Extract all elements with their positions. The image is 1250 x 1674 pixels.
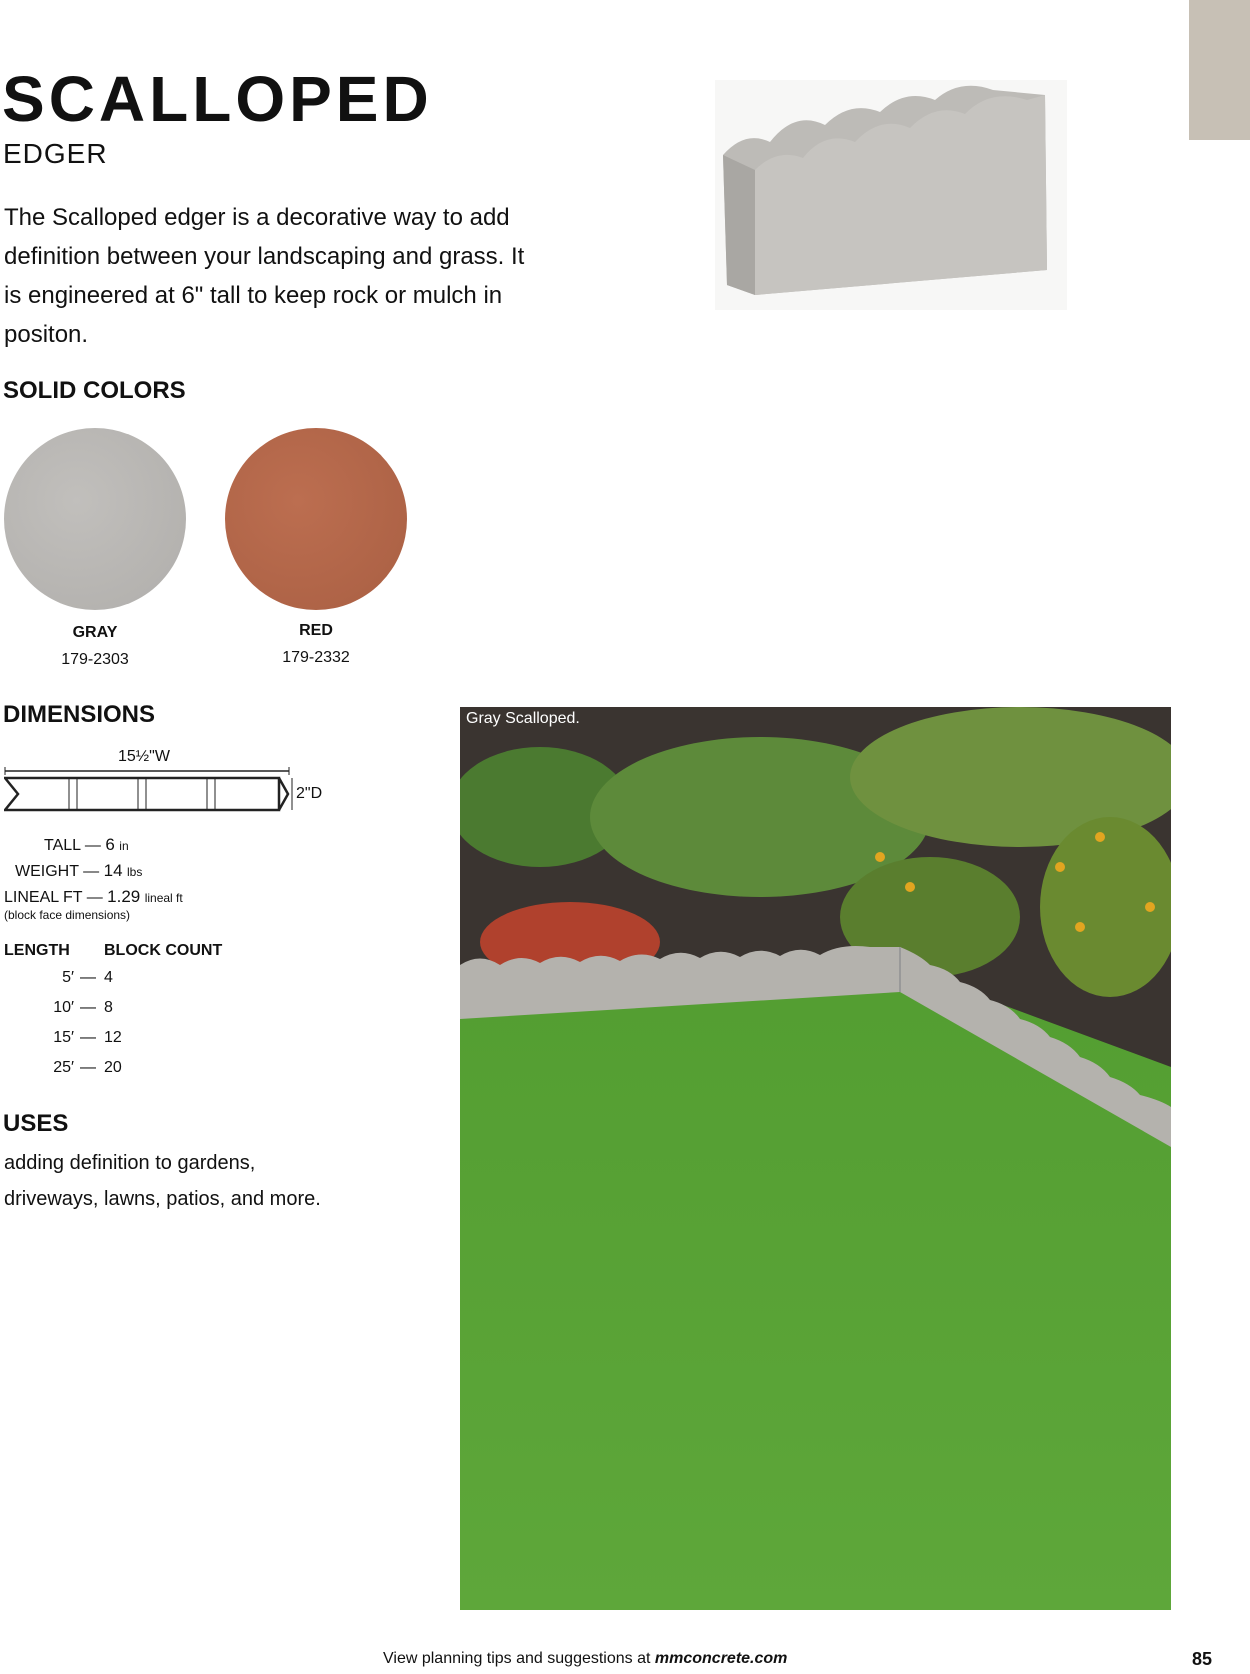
width-label: 15½"W: [118, 748, 170, 765]
table-row: 10′ — 8: [53, 999, 113, 1016]
red-swatch: [225, 428, 407, 610]
website-link[interactable]: mmconcrete.com: [654, 1650, 788, 1667]
product-image: [715, 80, 1067, 310]
solid-colors-heading: SOLID COLORS: [3, 377, 186, 404]
spec-tall: TALL — 6 in: [44, 835, 129, 854]
section-tab: [1189, 0, 1250, 140]
dimensions-heading: DIMENSIONS: [3, 701, 156, 728]
page-subtitle: EDGER: [3, 138, 108, 169]
red-label: RED: [299, 622, 333, 639]
table-row: 5′ — 4: [62, 969, 113, 986]
footer-text: View planning tips and suggestions at: [383, 1650, 651, 1667]
table-row: 15′ — 12: [53, 1029, 122, 1046]
spec-lineal-ft: LINEAL FT — 1.29 lineal ft: [4, 887, 183, 906]
spec-weight: WEIGHT — 14 lbs: [15, 861, 143, 880]
red-code: 179-2332: [282, 649, 350, 666]
page-title: SCALLOPED: [2, 63, 433, 135]
depth-label: 2"D: [296, 785, 323, 802]
uses-heading: USES: [3, 1110, 69, 1137]
block-count-table: [4, 942, 264, 1102]
count-header: BLOCK COUNT: [104, 942, 223, 959]
block-diagram: [4, 766, 294, 816]
length-header: LENGTH: [4, 942, 70, 959]
footer: [383, 1650, 787, 1668]
gray-label: GRAY: [72, 624, 118, 641]
dimensions-note: (block face dimensions): [4, 908, 131, 922]
page-number: 85: [1192, 1649, 1213, 1669]
installation-photo: [460, 707, 1171, 1610]
gray-swatch: [4, 428, 186, 610]
photo-caption: Gray Scalloped.: [466, 710, 580, 727]
product-description: The Scalloped edger is a decorative way to add definition between your landscaping and grass. It is engineered at 6" tall to keep rock or mulch in positon.: [4, 204, 525, 348]
table-row: 25′ — 20: [53, 1059, 122, 1076]
uses-text: adding definition to gardens, driveways, lawns, patios, and more.: [4, 1152, 321, 1210]
gray-code: 179-2303: [61, 651, 129, 668]
